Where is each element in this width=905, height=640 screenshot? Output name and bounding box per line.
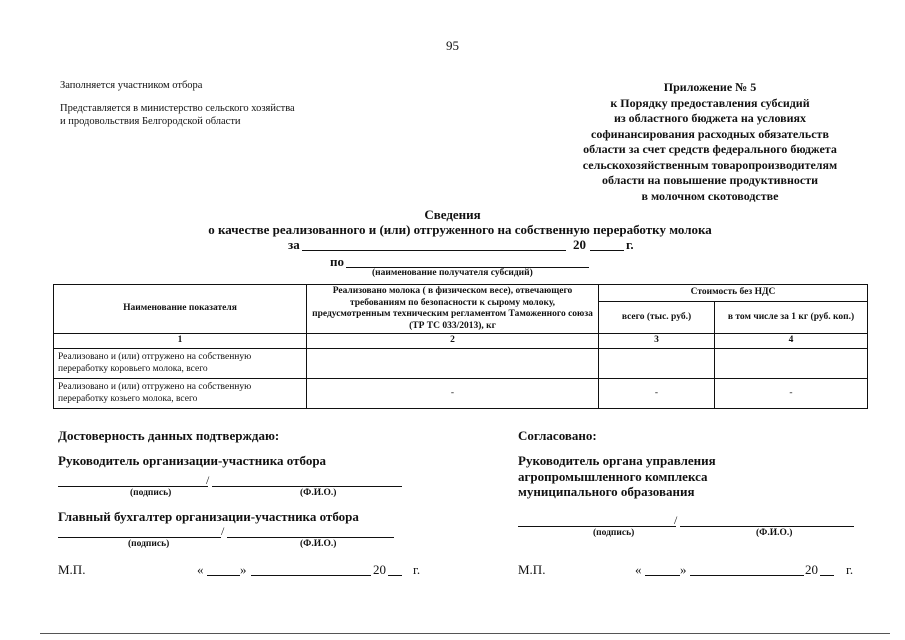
accountant-fio-caption: (Ф.И.О.) — [300, 539, 337, 549]
cell-cost-per-kg[interactable] — [715, 349, 868, 379]
document-title: Сведения — [424, 207, 481, 222]
column-number: 2 — [307, 334, 599, 349]
agency-fio-field[interactable] — [680, 526, 854, 527]
left-quote-close: » — [240, 562, 247, 577]
right-quote-open: « — [635, 562, 642, 577]
table-row — [54, 349, 868, 379]
header-per-kg: в том числе за 1 кг (руб. коп.) — [715, 302, 868, 334]
period-year-suffix: г. — [626, 237, 634, 252]
page-edge-line — [40, 633, 890, 634]
head-sign-caption: (подпись) — [130, 488, 172, 498]
confirm-label: Достоверность данных подтверждаю: — [58, 428, 280, 443]
head-fio-caption: (Ф.И.О.) — [300, 488, 337, 498]
accountant-fio-field[interactable] — [227, 537, 394, 538]
right-year-prefix: 20 — [805, 562, 818, 577]
agency-head-line: Руководитель органа управления — [518, 453, 716, 468]
appendix-line: сельскохозяйственным товаропроизводителям — [582, 157, 838, 172]
left-day-field[interactable] — [207, 575, 240, 576]
agency-sign-caption: (подпись) — [593, 528, 635, 538]
agency-fio-caption: (Ф.И.О.) — [756, 528, 793, 538]
appendix-line: в молочном скотоводстве — [641, 188, 779, 203]
appendix-line: области на повышение продуктивности — [601, 173, 819, 187]
appendix-line: из областного бюджета на условиях — [613, 111, 807, 125]
right-quote-close: » — [680, 562, 687, 577]
cell-total-cost[interactable] — [599, 349, 715, 379]
row-label: Реализовано и (или) отгружено на собственную переработку козьего молока, всего — [54, 379, 307, 409]
agency-signature-field[interactable] — [518, 526, 676, 527]
head-signature-field[interactable] — [58, 486, 208, 487]
left-month-field[interactable] — [251, 575, 371, 576]
separator-slash: / — [674, 513, 678, 527]
submitted-to-note — [60, 102, 295, 128]
period-year-prefix: 20 — [573, 237, 586, 252]
right-year-suffix: г. — [846, 562, 854, 577]
appendix-line: софинансирования расходных обязательств — [591, 126, 829, 141]
period-year-field[interactable] — [590, 250, 624, 251]
left-year-field[interactable] — [388, 575, 402, 576]
column-number: 3 — [599, 334, 715, 349]
accountant-sign-caption: (подпись) — [128, 539, 170, 549]
appendix-line: к Порядку предоставления субсидий — [610, 95, 810, 110]
header-milk: Реализовано молока ( в физическом весе), отвечающего требованиям по безопасности к сырому молоку, предусмотренным техническим регламентом Таможенного союза (ТР ТС 033/2013), кг — [307, 285, 599, 334]
appendix-header — [545, 80, 875, 204]
right-month-field[interactable] — [690, 575, 804, 576]
right-year-field[interactable] — [820, 575, 834, 576]
accountant-label: Главный бухгалтер организации-участника отбора — [58, 509, 359, 524]
head-fio-field[interactable] — [212, 486, 402, 487]
separator-slash: / — [206, 473, 210, 487]
left-year-prefix: 20 — [373, 562, 386, 577]
filled-by-note: Заполняется участником отбора — [60, 80, 203, 91]
left-stamp-label: М.П. — [58, 562, 86, 577]
submitted-to-line-2: и продовольствия Белгородской области — [60, 116, 241, 127]
header-cost: Стоимость без НДС — [599, 285, 868, 302]
accountant-signature-field[interactable] — [58, 537, 221, 538]
left-quote-open: « — [197, 562, 204, 577]
right-stamp-label: М.П. — [518, 562, 546, 577]
cell-total-cost[interactable]: - — [599, 379, 715, 409]
cell-milk-kg[interactable] — [307, 349, 599, 379]
table-row — [54, 379, 868, 409]
recipient-label: по — [330, 254, 344, 269]
period-field[interactable] — [302, 250, 566, 251]
appendix-line: Приложение № 5 — [663, 80, 757, 94]
page-number: 95 — [446, 38, 459, 53]
header-indicator: Наименование показателя — [54, 285, 307, 334]
agency-head-label — [518, 453, 716, 500]
recipient-caption: (наименование получателя субсидий) — [372, 268, 533, 278]
period-label: за — [288, 237, 300, 252]
cell-milk-kg[interactable]: - — [307, 379, 599, 409]
row-label: Реализовано и (или) отгружено на собственную переработку коровьего молока, всего — [54, 349, 307, 379]
appendix-line: области за счет средств федерального бюджета — [583, 142, 837, 156]
column-number: 4 — [715, 334, 868, 349]
document-subtitle: о качестве реализованного и (или) отгруженного на собственную переработку молока — [208, 222, 712, 237]
header-total: всего (тыс. руб.) — [599, 302, 715, 334]
agency-head-line: агропромышленного комплекса — [518, 468, 708, 484]
agreed-label: Согласовано: — [518, 428, 597, 443]
agency-head-line: муниципального образования — [518, 484, 695, 499]
cell-cost-per-kg[interactable]: - — [715, 379, 868, 409]
column-number: 1 — [54, 334, 307, 349]
separator-slash: / — [221, 524, 225, 538]
milk-quality-table — [53, 284, 868, 409]
left-year-suffix: г. — [413, 562, 421, 577]
submitted-to-line-1: Представляется в министерство сельского хозяйства — [60, 103, 295, 114]
right-day-field[interactable] — [645, 575, 680, 576]
head-org-label: Руководитель организации-участника отбора — [58, 453, 327, 468]
